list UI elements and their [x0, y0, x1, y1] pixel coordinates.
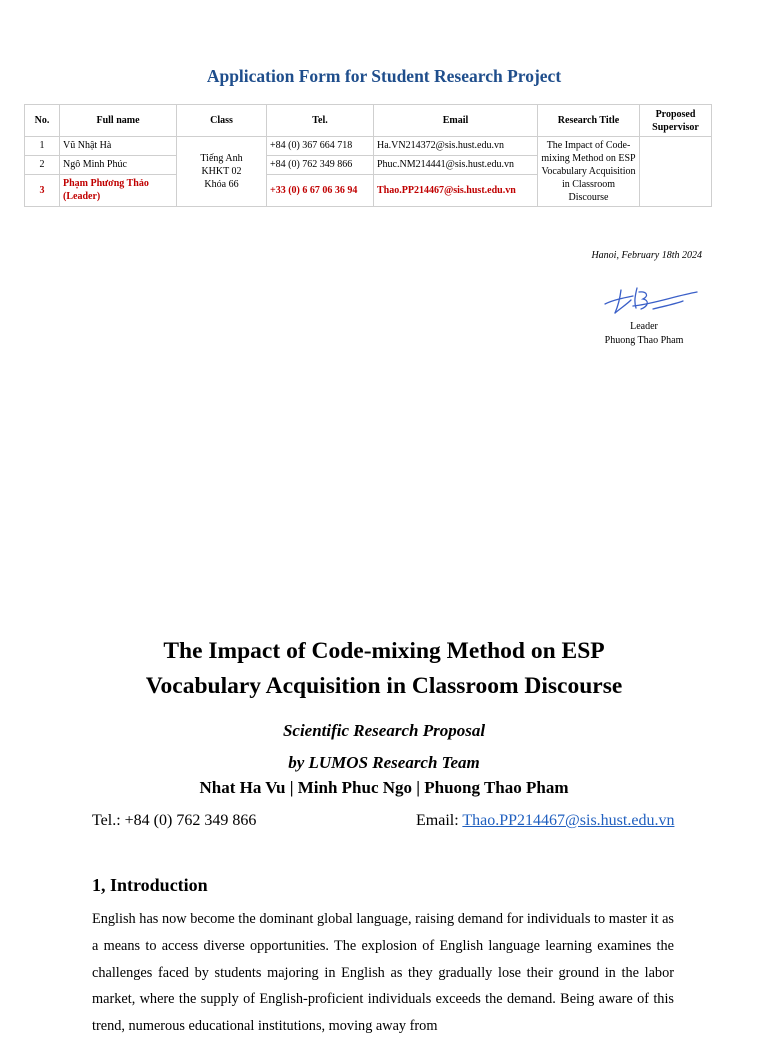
- table-row: [25, 137, 712, 156]
- row-name: Ngô Minh Phúc: [60, 155, 177, 174]
- row-no: 2: [25, 155, 60, 174]
- header-class: Class: [177, 105, 267, 137]
- row-email[interactable]: Phuc.NM214441@sis.hust.edu.vn: [374, 155, 538, 174]
- paper-authors: Nhat Ha Vu | Minh Phuc Ngo | Phuong Thao Pham: [199, 778, 569, 797]
- row-no: 3: [25, 174, 60, 206]
- row-email[interactable]: Thao.PP214467@sis.hust.edu.vn: [374, 174, 538, 206]
- form-title: Application Form for Student Research Project: [206, 66, 562, 86]
- supervisor-cell: [640, 137, 712, 207]
- email-label: Email:: [416, 812, 459, 829]
- application-table: [24, 104, 712, 207]
- section-heading: 1, Introduction: [92, 875, 208, 895]
- header-tel: Tel.: [267, 105, 374, 137]
- row-name: Phạm Phương Thảo (Leader): [60, 174, 177, 206]
- research-title-cell: The Impact of Code-mixing Method on ESP Vocabulary Acquisition in Classroom Discourse: [538, 137, 640, 207]
- table-header-row: [25, 105, 712, 137]
- paper-email-line: [416, 812, 674, 830]
- signature-block: [590, 320, 698, 348]
- email-link[interactable]: Thao.PP214467@sis.hust.edu.vn: [462, 812, 675, 829]
- signature-name: Phuong Thao Pham: [604, 335, 684, 346]
- class-cell: Tiếng Anh KHKT 02 Khóa 66: [177, 137, 267, 207]
- paper-title-line1: The Impact of Code-mixing Method on ESP: [163, 638, 605, 664]
- header-research-title: Research Title: [538, 105, 640, 137]
- header-no: No.: [25, 105, 60, 137]
- signature-role: Leader: [630, 321, 658, 332]
- row-tel: +84 (0) 762 349 866: [267, 155, 374, 174]
- paper-tel: Tel.: +84 (0) 762 349 866: [92, 812, 257, 829]
- row-tel: +84 (0) 367 664 718: [267, 137, 374, 156]
- date-line: Hanoi, February 18th 2024: [591, 250, 702, 261]
- header-supervisor: Proposed Supervisor: [640, 105, 712, 137]
- paper-subtitle: Scientific Research Proposal: [282, 721, 486, 740]
- row-name: Vũ Nhật Hà: [60, 137, 177, 156]
- header-email: Email: [374, 105, 538, 137]
- paper-title: [0, 634, 768, 704]
- row-tel: +33 (0) 6 67 06 36 94: [267, 174, 374, 206]
- row-no: 1: [25, 137, 60, 156]
- row-email[interactable]: Ha.VN214372@sis.hust.edu.vn: [374, 137, 538, 156]
- signature-image: [603, 282, 699, 316]
- header-full-name: Full name: [60, 105, 177, 137]
- intro-paragraph: English has now become the dominant global language, raising demand for individuals to master it as a means to access diverse opportunities. The explosion of English language learning examines the challenges faced by students majoring in English as they gradually lose their ground in the labor market, where the supply of English-proficient individuals exceeds the demand. Being aware of this trend, numerous educational institutions, moving away from: [92, 911, 674, 1035]
- paper-subtitle-block: [0, 715, 768, 779]
- paper-byline: by LUMOS Research Team: [288, 753, 480, 772]
- paper-title-line2: Vocabulary Acquisition in Classroom Discourse: [145, 673, 623, 699]
